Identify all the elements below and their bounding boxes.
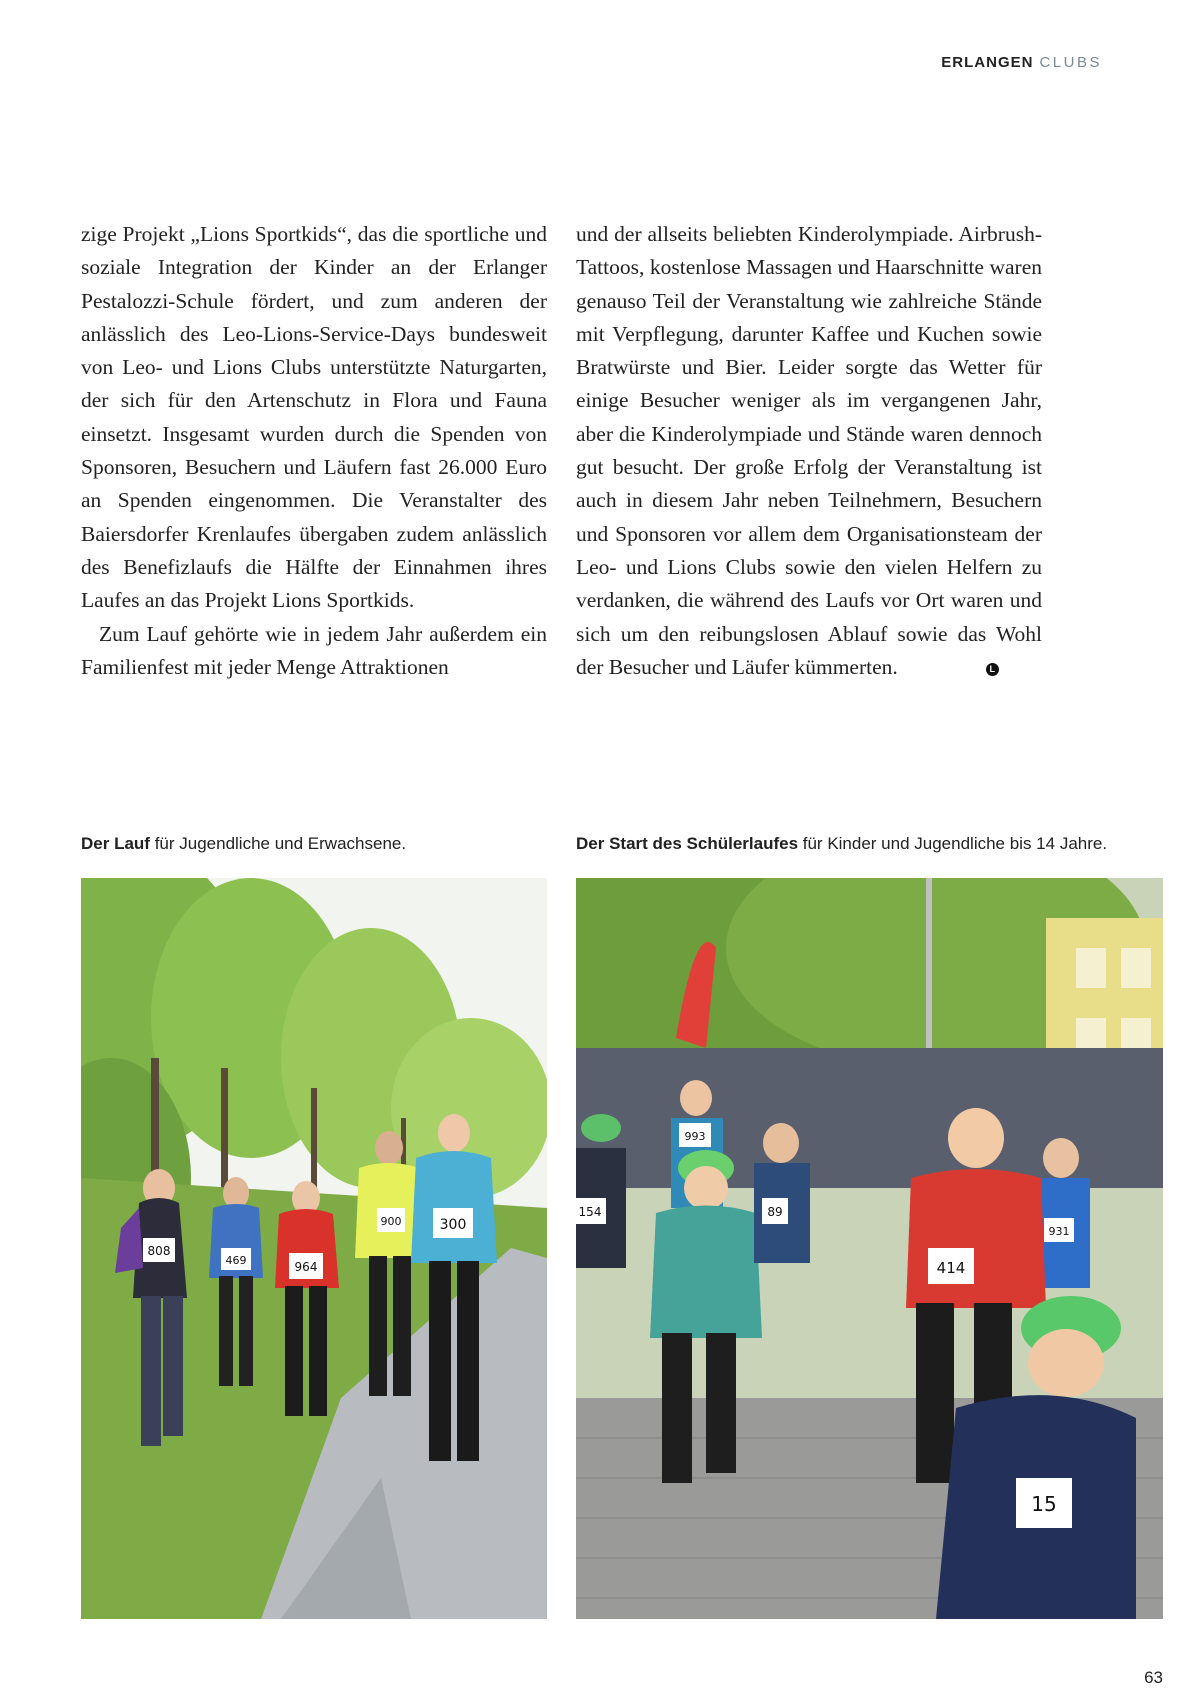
article-paragraph: zige Projekt „Lions Sportkids“, das die sportliche und soziale Integration der Kinder an der Erlanger Pestalozzi-Schule fördert, und zum anderen der anlässlich des Leo-Lions-Service-Days bundesweit von Leo- und Lions Clubs unterstützte Naturgarten, der sich für den Artenschutz in Flora und Fauna einsetzt. Insgesamt wurden durch die Spenden von Sponsoren, Besuchern und Läufern fast 26.000 Euro an Spenden eingenommen. Die Veranstalter des Baiersdorfer Krenlaufes übergaben zudem anlässlich des Benefizlaufs die Hälfte der Einnahmen ihres Laufes an das Projekt Lions Sportkids. (81, 222, 547, 613)
article-column-left (81, 218, 547, 684)
svg-text:993: 993 (684, 1130, 706, 1143)
svg-text:900: 900 (380, 1215, 402, 1228)
header-category: CLUBS (1039, 54, 1102, 71)
header-section: ERLANGEN (941, 54, 1034, 71)
page-number: 63 (1144, 1668, 1163, 1687)
lions-end-mark-icon: L (986, 663, 999, 676)
photo-adult-runners (81, 878, 547, 1619)
article-column-right (576, 218, 1042, 684)
caption-bold: Der Start des Schülerlaufes (576, 834, 799, 853)
photo-caption-left (81, 834, 406, 854)
article-paragraph (576, 218, 1042, 684)
caption-text: für Kinder und Jugendliche bis 14 Jahre. (798, 834, 1108, 853)
svg-text:964: 964 (294, 1260, 318, 1274)
article-text: und der allseits beliebten Kinderolympiade. Airbrush-Tattoos, kostenlose Massagen und Haarschnitte waren genauso Teil der Veranstaltung wie zahlreiche Stände mit Verpflegung, darunter Kaffee und Kuchen sowie Bratwürste und Bier. Leider sorgte das Wetter für einige Besucher weniger als im vergangenen Jahr, aber die Kinderolympiade und Stände waren dennoch gut besucht. Der große Erfolg der Veranstaltung ist auch in diesem Jahr neben Teilnehmern, Besuchern und Sponsoren vor allem dem Organisationsteam der Leo- und Lions Clubs sowie den vielen Helfern zu verdanken, die während des Laufs vor Ort waren und sich um den reibungslosen Ablauf sowie das Wohl der Besucher und Läufer kümmerten. (576, 222, 1042, 679)
article-paragraph: Zum Lauf gehörte wie in jedem Jahr außerdem ein Familienfest mit jeder Menge Attraktionen (81, 621, 547, 679)
svg-text:808: 808 (147, 1244, 171, 1258)
running-header (941, 54, 1102, 71)
svg-text:15: 15 (1031, 1492, 1057, 1516)
svg-text:300: 300 (439, 1217, 467, 1233)
svg-text:931: 931 (1048, 1225, 1070, 1238)
svg-text:414: 414 (936, 1259, 966, 1277)
photo-caption-right (576, 834, 1107, 854)
caption-text: für Jugendliche und Erwachsene. (149, 834, 407, 853)
svg-text:469: 469 (225, 1254, 247, 1267)
photo-school-run-start (576, 878, 1163, 1619)
caption-bold: Der Lauf (81, 834, 150, 853)
svg-text:89: 89 (767, 1205, 783, 1219)
svg-text:154: 154 (578, 1205, 602, 1219)
